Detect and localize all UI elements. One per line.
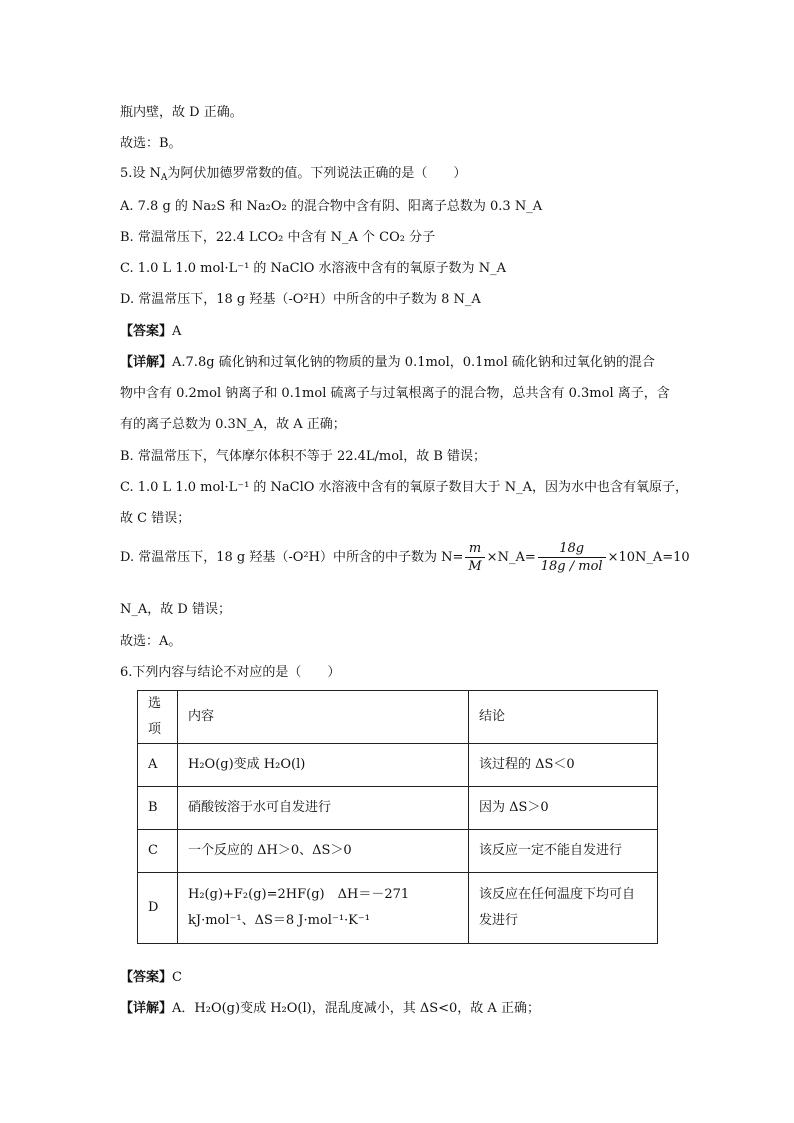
fraction-m-over-m: $\frac{m}{M}$ <box>465 540 484 575</box>
text-line: 瓶内壁，故 D 正确。 <box>120 105 243 120</box>
explanation-line: 故选：A。 <box>120 634 182 649</box>
explanation-line: 物中含有 0.2mol 钠离子和 0.1mol 硫离子与过氧根离子的混合物，总共含有 0.3mol 离子，含 <box>120 386 670 401</box>
explanation-line: B. 常温常压下，气体摩尔体积不等于 22.4L/mol，故 B 错误； <box>120 449 487 464</box>
fraction-18g-over-18g-per-mol: $\frac{18g}{\text{18g / mol}}$ <box>538 540 606 575</box>
content-conclusion-table <box>137 690 658 944</box>
table-cell: 该反应在任何温度下均可自发进行 <box>469 873 658 944</box>
option-b: B. 常温常压下，22.4 LCO₂ 中含有 N_A 个 CO₂ 分子 <box>120 230 436 245</box>
answer-line: 【答案】A <box>120 324 182 339</box>
answer-line: 【答案】C <box>120 970 182 985</box>
table-cell: A <box>138 744 178 787</box>
option-c: C. 1.0 L 1.0 mol·L⁻¹ 的 NaClO 水溶液中含有的氧原子数为 N_A <box>120 261 506 276</box>
table-cell: H₂(g)+F₂(g)=2HF(g) ΔH＝－271 kJ·mol⁻¹、ΔS＝8 J·mol⁻¹·K⁻¹ <box>178 873 469 944</box>
question-6: 6.下列内容与结论不对应的是（ ） <box>120 665 341 680</box>
table-row <box>138 744 658 787</box>
option-a: A. 7.8 g 的 Na₂S 和 Na₂O₂ 的混合物中含有阴、阳离子总数为 0.3 N_A <box>120 199 543 214</box>
table-header-row <box>138 691 658 744</box>
explanation-line: 【详解】A.7.8g 硫化钠和过氧化钠的物质的量为 0.1mol，0.1mol 硫化钠和过氧化钠的混合 <box>120 355 655 370</box>
table-cell: D <box>138 873 178 944</box>
explanation-line: 有的离子总数为 0.3N_A，故 A 正确； <box>120 417 346 432</box>
table-cell: H₂O(g)变成 H₂O(l) <box>178 744 469 787</box>
explanation-line: N_A，故 D 错误； <box>120 602 231 617</box>
option-d: D. 常温常压下，18 g 羟基（-O²H）中所含的中子数为 8 N_A <box>120 292 481 307</box>
table-header-cell: 结论 <box>469 691 658 744</box>
explanation-line: C. 1.0 L 1.0 mol·L⁻¹ 的 NaClO 水溶液中含有的氧原子数目大于 N_A，因为水中也含有氧原子， <box>120 480 688 495</box>
question-5: 5.设 $N_A$为阿伏加德罗常数的值。下列说法正确的是（ ） <box>120 166 467 183</box>
table-cell: 一个反应的 ΔH＞0、ΔS＞0 <box>178 830 469 873</box>
formula-line: D. 常温常压下，18 g 羟基（-O²H）中所含的中子数为 N= $\frac{m}{M}$ ×N_A= $\frac{18g}{\text{18g / mol}}$ ×10N_A=10 <box>120 541 690 574</box>
table-cell: 因为 ΔS＞0 <box>469 787 658 830</box>
table-cell: C <box>138 830 178 873</box>
table-cell: 硝酸铵溶于水可自发进行 <box>178 787 469 830</box>
table-header-cell: 内容 <box>178 691 469 744</box>
explanation-line: 【详解】A．H₂O(g)变成 H₂O(l)，混乱度减小，其 ΔS<0，故 A 正确； <box>120 1001 540 1016</box>
table-row <box>138 830 658 873</box>
table-cell: 该反应一定不能自发进行 <box>469 830 658 873</box>
text-line: 故选：B。 <box>120 136 182 151</box>
table-cell: B <box>138 787 178 830</box>
table-header-cell: 选项 <box>138 691 178 744</box>
table-cell: 该过程的 ΔS＜0 <box>469 744 658 787</box>
table-row <box>138 873 658 944</box>
table-row <box>138 787 658 830</box>
explanation-line: 故 C 错误； <box>120 511 191 526</box>
